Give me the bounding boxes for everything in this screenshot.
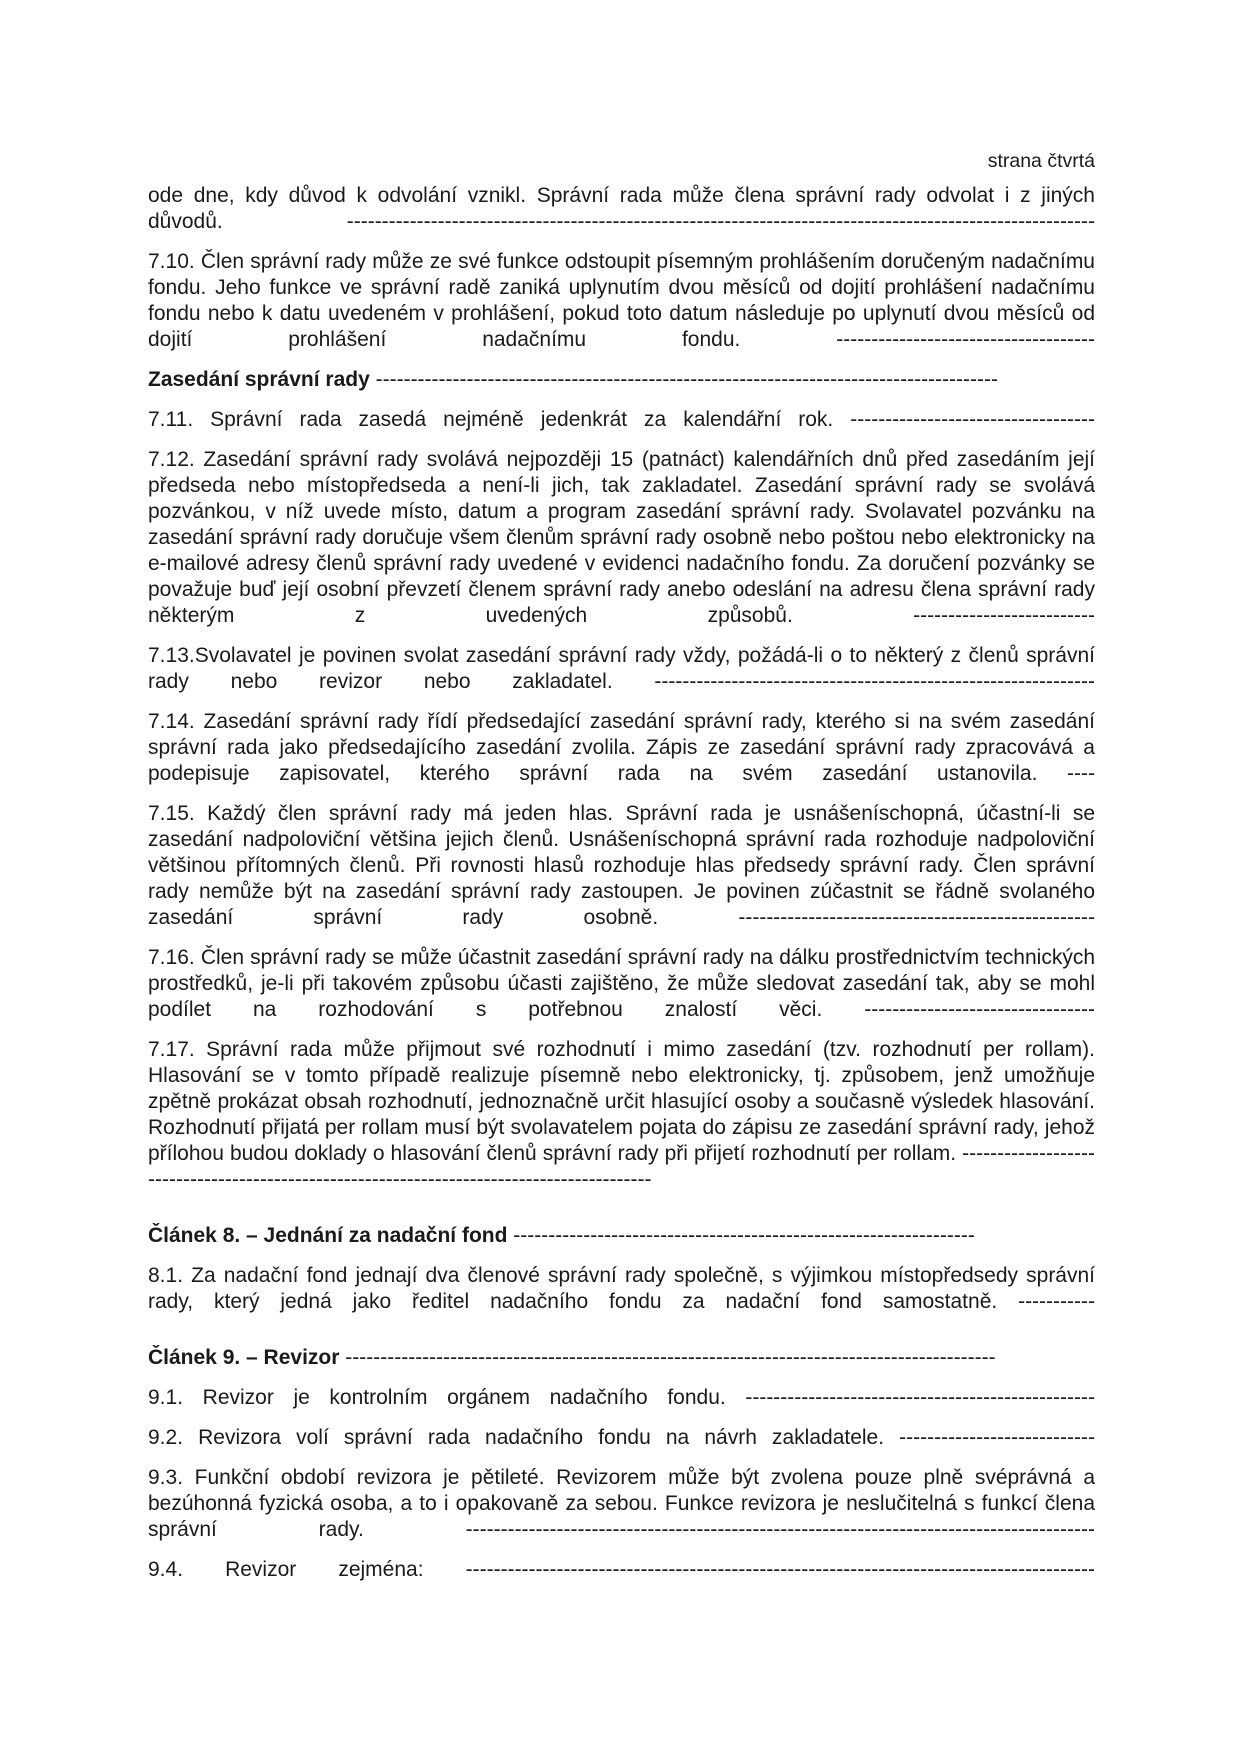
article-heading-title: Článek 9. – Revizor — [148, 1346, 340, 1369]
paragraph-9-1: 9.1. Revizor je kontrolním orgánem nadačního fondu. -------------------------------------------------- — [148, 1386, 1095, 1409]
article-heading-title: Článek 8. – Jednání za nadační fond — [148, 1224, 508, 1247]
paragraph-9-4: 9.4. Revizor zejména: ------------------------------------------------------------------------------------------ — [148, 1558, 1095, 1581]
page-number-label: strana čtvrtá — [987, 150, 1095, 172]
article-heading-9 — [148, 1345, 1095, 1371]
article-heading-8 — [148, 1223, 1095, 1249]
paragraph-7-17: 7.17. Správní rada může přijmout své rozhodnutí i mimo zasedání (tzv. rozhodnutí per rollam). Hlasování se v tomto případě realizuje písemně nebo elektronicky, tj. způsobem, jenž umožňuje zpětně prokázat obsah rozhodnutí, jednoznačně určit hlasující osoby a současně výsledek hlasování. Rozhodnutí přijatá per rollam musí být svolavatelem pojata do zápisu ze zasedání správní rady, jehož přílohou budou doklady o hlasování členů správní rady při přijetí rozhodnutí per rollam. ------------------------------------------------------------------------------------------- — [148, 1038, 1095, 1191]
article-heading-dashes: --------------------------------------------------------------------------------------------- — [339, 1346, 996, 1369]
paragraph-7-15: 7.15. Každý člen správní rady má jeden hlas. Správní rada je usnášeníschopná, účastní-li se zasedání nadpoloviční většina jejich členů. Usnášeníschopná správní rada rozhoduje nadpoloviční většinou přítomných členů. Při rovnosti hlasů rozhoduje hlas předsedy správní rady. Člen správní rady nemůže být na zasedání správní rady zastoupen. Je povinen zúčastnit se řádně svolaného zasedání správní rady osobně. --------------------------------------------------- — [148, 802, 1095, 929]
paragraph-9-3: 9.3. Funkční období revizora je pětileté. Revizorem může být zvolena pouze plně svéprávná a bezúhonná fyzická osoba, a to i opakovaně za sebou. Funkce revizora je neslučitelná s funkcí člena správní rady. ------------------------------------------------------------------------------------------ — [148, 1466, 1095, 1541]
paragraph-7-12: 7.12. Zasedání správní rady svolává nejpozději 15 (patnáct) kalendářních dnů před zasedáním její předseda nebo místopředseda a není-li jich, tak zakladatel. Zasedání správní rady se svolává pozvánkou, v níž uvede místo, datum a program zasedání správní rady. Svolavatel pozvánku na zasedání správní rady doručuje všem členům správní rady osobně nebo poštou nebo elektronicky na e-mailové adresy členů správní rady uvedené v evidenci nadačního fondu. Za doručení pozvánky se považuje buď její osobní převzetí členem správní rady anebo odeslání na adresu člena správní rady některým z uvedených způsobů. -------------------------- — [148, 448, 1095, 627]
document-body — [148, 183, 1095, 1597]
paragraph-7-16: 7.16. Člen správní rady se může účastnit zasedání správní rady na dálku prostřednictvím technických prostředků, je-li při takovém způsobu účasti zajištěno, že může sledovat zasedání tak, aby se mohl podílet na rozhodování s potřebnou znalostí věci. --------------------------------- — [148, 946, 1095, 1021]
paragraph-7-11: 7.11. Správní rada zasedá nejméně jedenkrát za kalendářní rok. ----------------------------------- — [148, 408, 1095, 431]
page-header — [148, 150, 1095, 172]
paragraph-8-1: 8.1. Za nadační fond jednají dva členové správní rady společně, s výjimkou místopředsedy správní rady, který jedná jako ředitel nadačního fondu za nadační fond samostatně. ----------- — [148, 1264, 1095, 1313]
section-heading-dashes: ----------------------------------------------------------------------------------------- — [369, 368, 998, 391]
paragraph-9-2: 9.2. Revizora volí správní rada nadačního fondu na návrh zakladatele. ---------------------------- — [148, 1426, 1095, 1449]
paragraph-7-10: 7.10. Člen správní rady může ze své funkce odstoupit písemným prohlášením doručeným nadačnímu fondu. Jeho funkce ve správní radě zaniká uplynutím dvou měsíců od dojití prohlášení nadačnímu fondu nebo k datu uvedeném v prohlášení, pokud toto datum následuje po uplynutí dvou měsíců od dojití prohlášení nadačnímu fondu. ------------------------------------- — [148, 250, 1095, 351]
article-heading-dashes: ------------------------------------------------------------------ — [507, 1224, 975, 1247]
section-heading-zasedani — [148, 367, 1095, 393]
paragraph-7-13: 7.13.Svolavatel je povinen svolat zasedání správní rady vždy, požádá-li o to některý z členů správní rady nebo revizor nebo zakladatel. --------------------------------------------------------------- — [148, 644, 1095, 693]
section-heading-title: Zasedání správní rady — [148, 368, 370, 391]
paragraph-7-14: 7.14. Zasedání správní rady řídí předsedající zasedání správní rady, kterého si na svém zasedání správní rada jako předsedajícího zasedání zvolila. Zápis ze zasedání správní rady zpracovává a podepisuje zapisovatel, kterého správní rada na svém zasedání ustanovila. ---- — [148, 710, 1095, 785]
paragraph-7-9-continuation: ode dne, kdy důvod k odvolání vznikl. Správní rada může člena správní rady odvolat i z jiných důvodů. ----------------------------------------------------------------------------------------------------------- — [148, 184, 1095, 233]
